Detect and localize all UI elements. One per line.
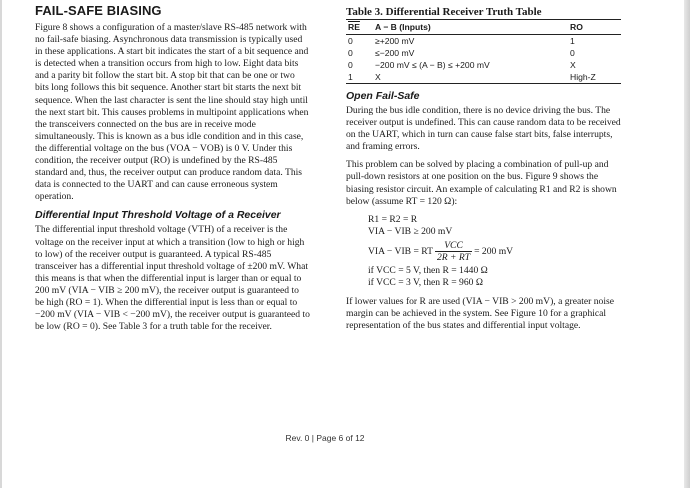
table-row [346,35,621,48]
table-header: A − B (Inputs) [373,20,568,35]
fraction [435,241,472,263]
section-heading: FAIL-SAFE BIASING [35,3,162,18]
left-column [35,0,310,339]
table-cell: −200 mV ≤ (A − B) ≤ +200 mV [375,60,490,70]
table-cell: 1 [570,36,575,46]
paragraph: This problem can be solved by placing a combination of pull-up and pull-down resistors at one position on the bus. Figure 9 shows the biasing resistor circuit. An example of calculating R1 and R2 is shown below (assume RT = 120 Ω): [346,159,617,207]
subsection-heading: Open Fail-Safe [346,90,420,102]
equation-block [368,214,621,290]
table-row [346,47,621,59]
page-footer: Rev. 0 | Page 6 of 12 [285,433,365,443]
table-header: $\overline{RE}$ [346,20,373,35]
paragraph: During the bus idle condition, there is no device driving the bus. The receiver output is undefined. This can cause random data to be received on the UART, which in turn can cause false start bits, false interrupts, and framing errors. [346,105,621,153]
table-cell: X [570,60,576,70]
table-cell: 0 [348,36,353,46]
equation: R1 = R2 = R [368,213,418,225]
table-title: Table 3. Differential Receiver Truth Table [346,6,542,18]
fraction-denominator: 2R + RT [436,251,471,263]
equation: VIA − VIB ≥ 200 mV [368,226,453,238]
paragraph: The differential input threshold voltage (VTH) of a receiver is the voltage on the receiver input at which a transition (low to high or high to low) of the receiver output is guaranteed. A typical RS-485 transceiver has a differential input threshold voltage of ±200 mV. What this means is that when the differential input is larger than or equal to 200 mV (VIA − VIB ≥ 200 mV), the receiver output is guaranteed to be high (RO = 1). When the differential input is less than or equal to −200 mV (VIA − VIB < −200 mV), the receiver output is guaranteed to be low (RO = 0). See Table 3 for a truth table for the receiver. [35,224,310,333]
paragraph: Figure 8 shows a configuration of a master/slave RS-485 network with no fail-safe biasing. Asynchronous data transmission is typically used in these applications. A start bit indicates the start of a bit sequence and is detected when a transition occurs from high to low. Eight data bits and a parity bit follow the start bit. A stop bit that can be one or two bits long follows this bit sequence. Another start bit starts the next bit sequence. When the last character is sent the line should stay high until the next start bit. This causes problems in multipoint applications when the transceivers connected on the bus are in receive mode simultaneously. This is known as a bus idle condition and in this case, the differential voltage on the bus (VOA − VOB) is 0 V. Under this condition, the receiver output (RO) is undefined by the RS-485 standard and, thus, the receiver output can produce random data. This data is connected to the UART and can cause erroneous system operation. [35,22,309,203]
equation-rhs: = 200 mV [474,245,514,257]
table-header: RO [568,20,621,35]
table-cell: 1 [346,71,373,84]
page-left-edge [0,0,2,488]
equation: if VCC = 3 V, then R = 960 Ω [368,277,483,289]
table-cell: ≥+200 mV [375,36,415,46]
fraction-numerator: VCC [435,241,472,252]
equation-fraction [368,239,621,265]
truth-table [346,19,621,84]
table-cell: 0 [348,48,353,58]
table-row [346,71,621,84]
table-cell: 0 [348,60,353,70]
subsection-heading: Differential Input Threshold Voltage of a Receiver [35,209,281,222]
table-row [346,59,621,71]
equation: if VCC = 5 V, then R = 1440 Ω [368,264,488,276]
table-header-row [346,20,621,35]
table-cell: X [373,71,568,84]
table-cell: High-Z [568,71,621,84]
table-cell: 0 [570,48,575,58]
right-column [346,0,621,338]
table-cell: ≤−200 mV [375,48,415,58]
page-right-edge [684,0,690,488]
equation-lhs: VIA − VIB = RT [368,245,433,257]
paragraph: If lower values for R are used (VIA − VIB > 200 mV), a greater noise margin can be achieved in the system. See Figure 10 for a graphical representation of the bus states and differential input voltage. [346,295,614,331]
